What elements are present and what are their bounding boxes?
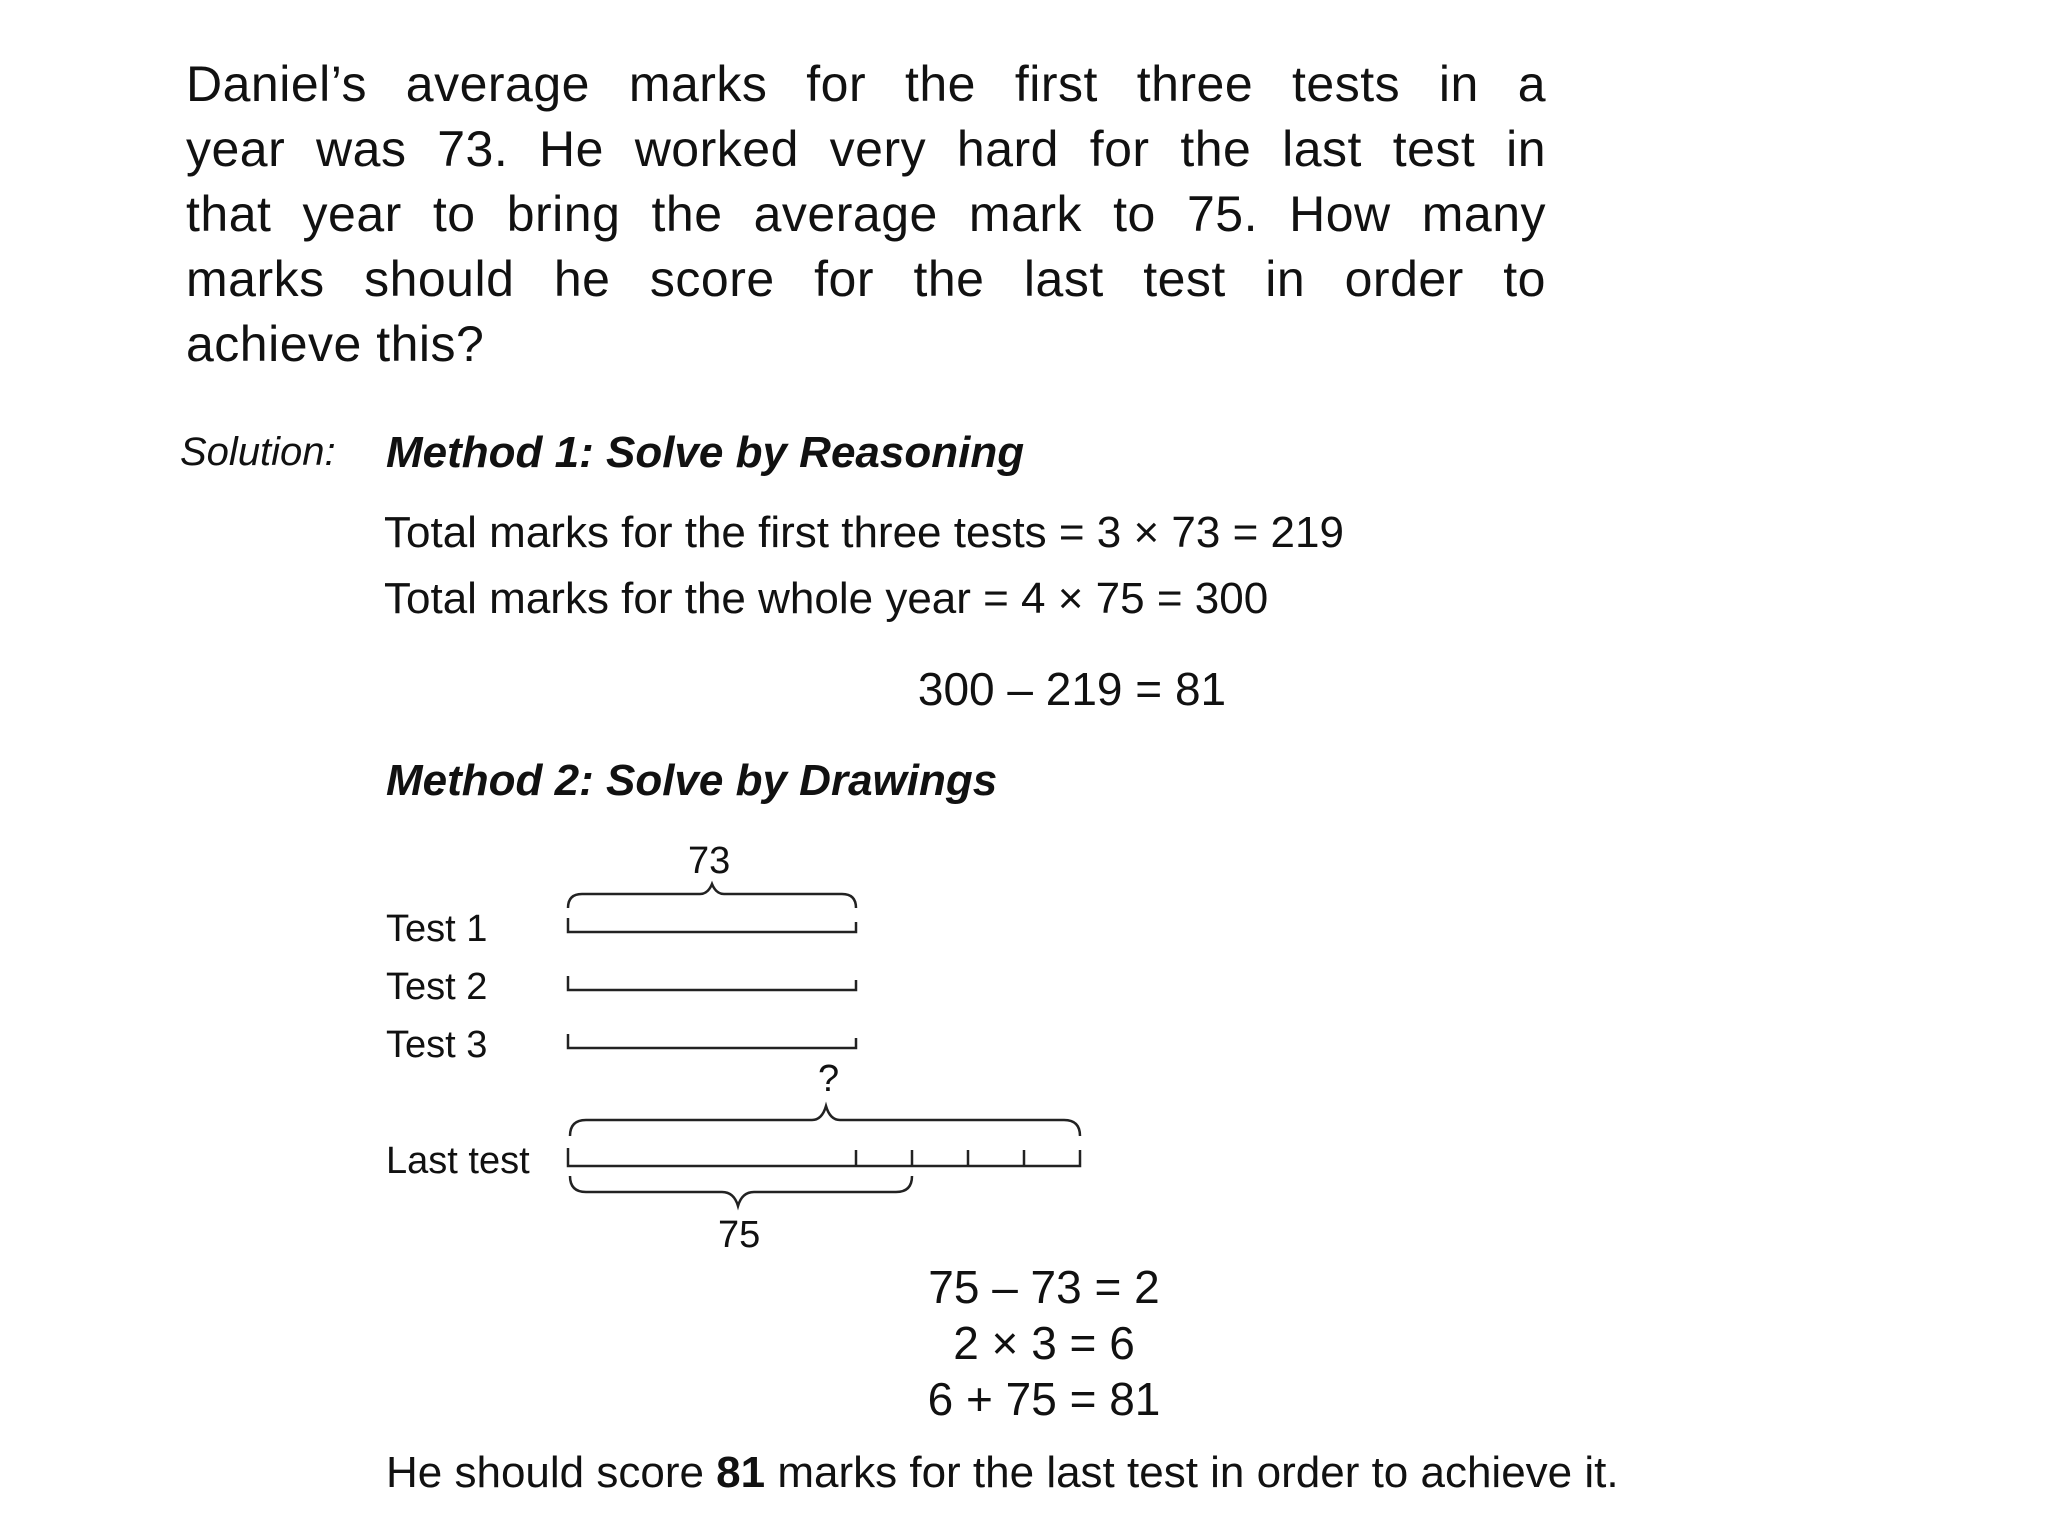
diagram-top-value: 73 — [688, 840, 731, 882]
row-label-test-3: Test 3 — [386, 1024, 488, 1066]
conclusion — [386, 1448, 1619, 1498]
row-label-test-2: Test 2 — [386, 966, 488, 1008]
row-label-last-test: Last test — [386, 1140, 530, 1182]
bar-test-1 — [568, 918, 856, 932]
diagram-unknown: ? — [818, 1058, 840, 1100]
method1-total-first-three: Total marks for the first three tests = 3 × 73 = 219 — [384, 508, 1344, 557]
method1-heading: Method 1: Solve by Reasoning — [386, 428, 1025, 477]
problem-line: Daniel’s average marks for the first three tests in a — [186, 56, 1546, 112]
brace-top-73 — [568, 884, 856, 908]
solution-label: Solution: — [180, 430, 336, 474]
problem-line: year was 73. He worked very hard for the last test in — [186, 121, 1546, 177]
brace-top-unknown — [570, 1106, 1080, 1136]
conclusion-after: marks for the last test in order to achieve it. — [765, 1448, 1619, 1497]
bar-last-test — [568, 1148, 1080, 1166]
conclusion-before: He should score — [386, 1448, 717, 1497]
bar-test-3 — [568, 1034, 856, 1048]
method2-calc-1: 75 – 73 = 2 — [928, 1261, 1160, 1313]
diagram-bottom-value: 75 — [718, 1214, 761, 1256]
method2-calc-3: 6 + 75 = 81 — [927, 1373, 1161, 1425]
problem-line: marks should he score for the last test in order to — [186, 251, 1546, 307]
row-label-test-1: Test 1 — [386, 908, 488, 950]
brace-bottom-75 — [570, 1176, 912, 1206]
method2-heading: Method 2: Solve by Drawings — [386, 756, 998, 805]
problem-line: achieve this? — [186, 316, 485, 372]
bar-test-2 — [568, 976, 856, 990]
problem-line: that year to bring the average mark to 75. How many — [186, 186, 1546, 242]
method1-total-year: Total marks for the whole year = 4 × 75 = 300 — [384, 574, 1269, 623]
method1-difference: 300 – 219 = 81 — [917, 663, 1227, 715]
conclusion-answer: 81 — [716, 1448, 766, 1497]
method2-calc-2: 2 × 3 = 6 — [953, 1317, 1135, 1369]
